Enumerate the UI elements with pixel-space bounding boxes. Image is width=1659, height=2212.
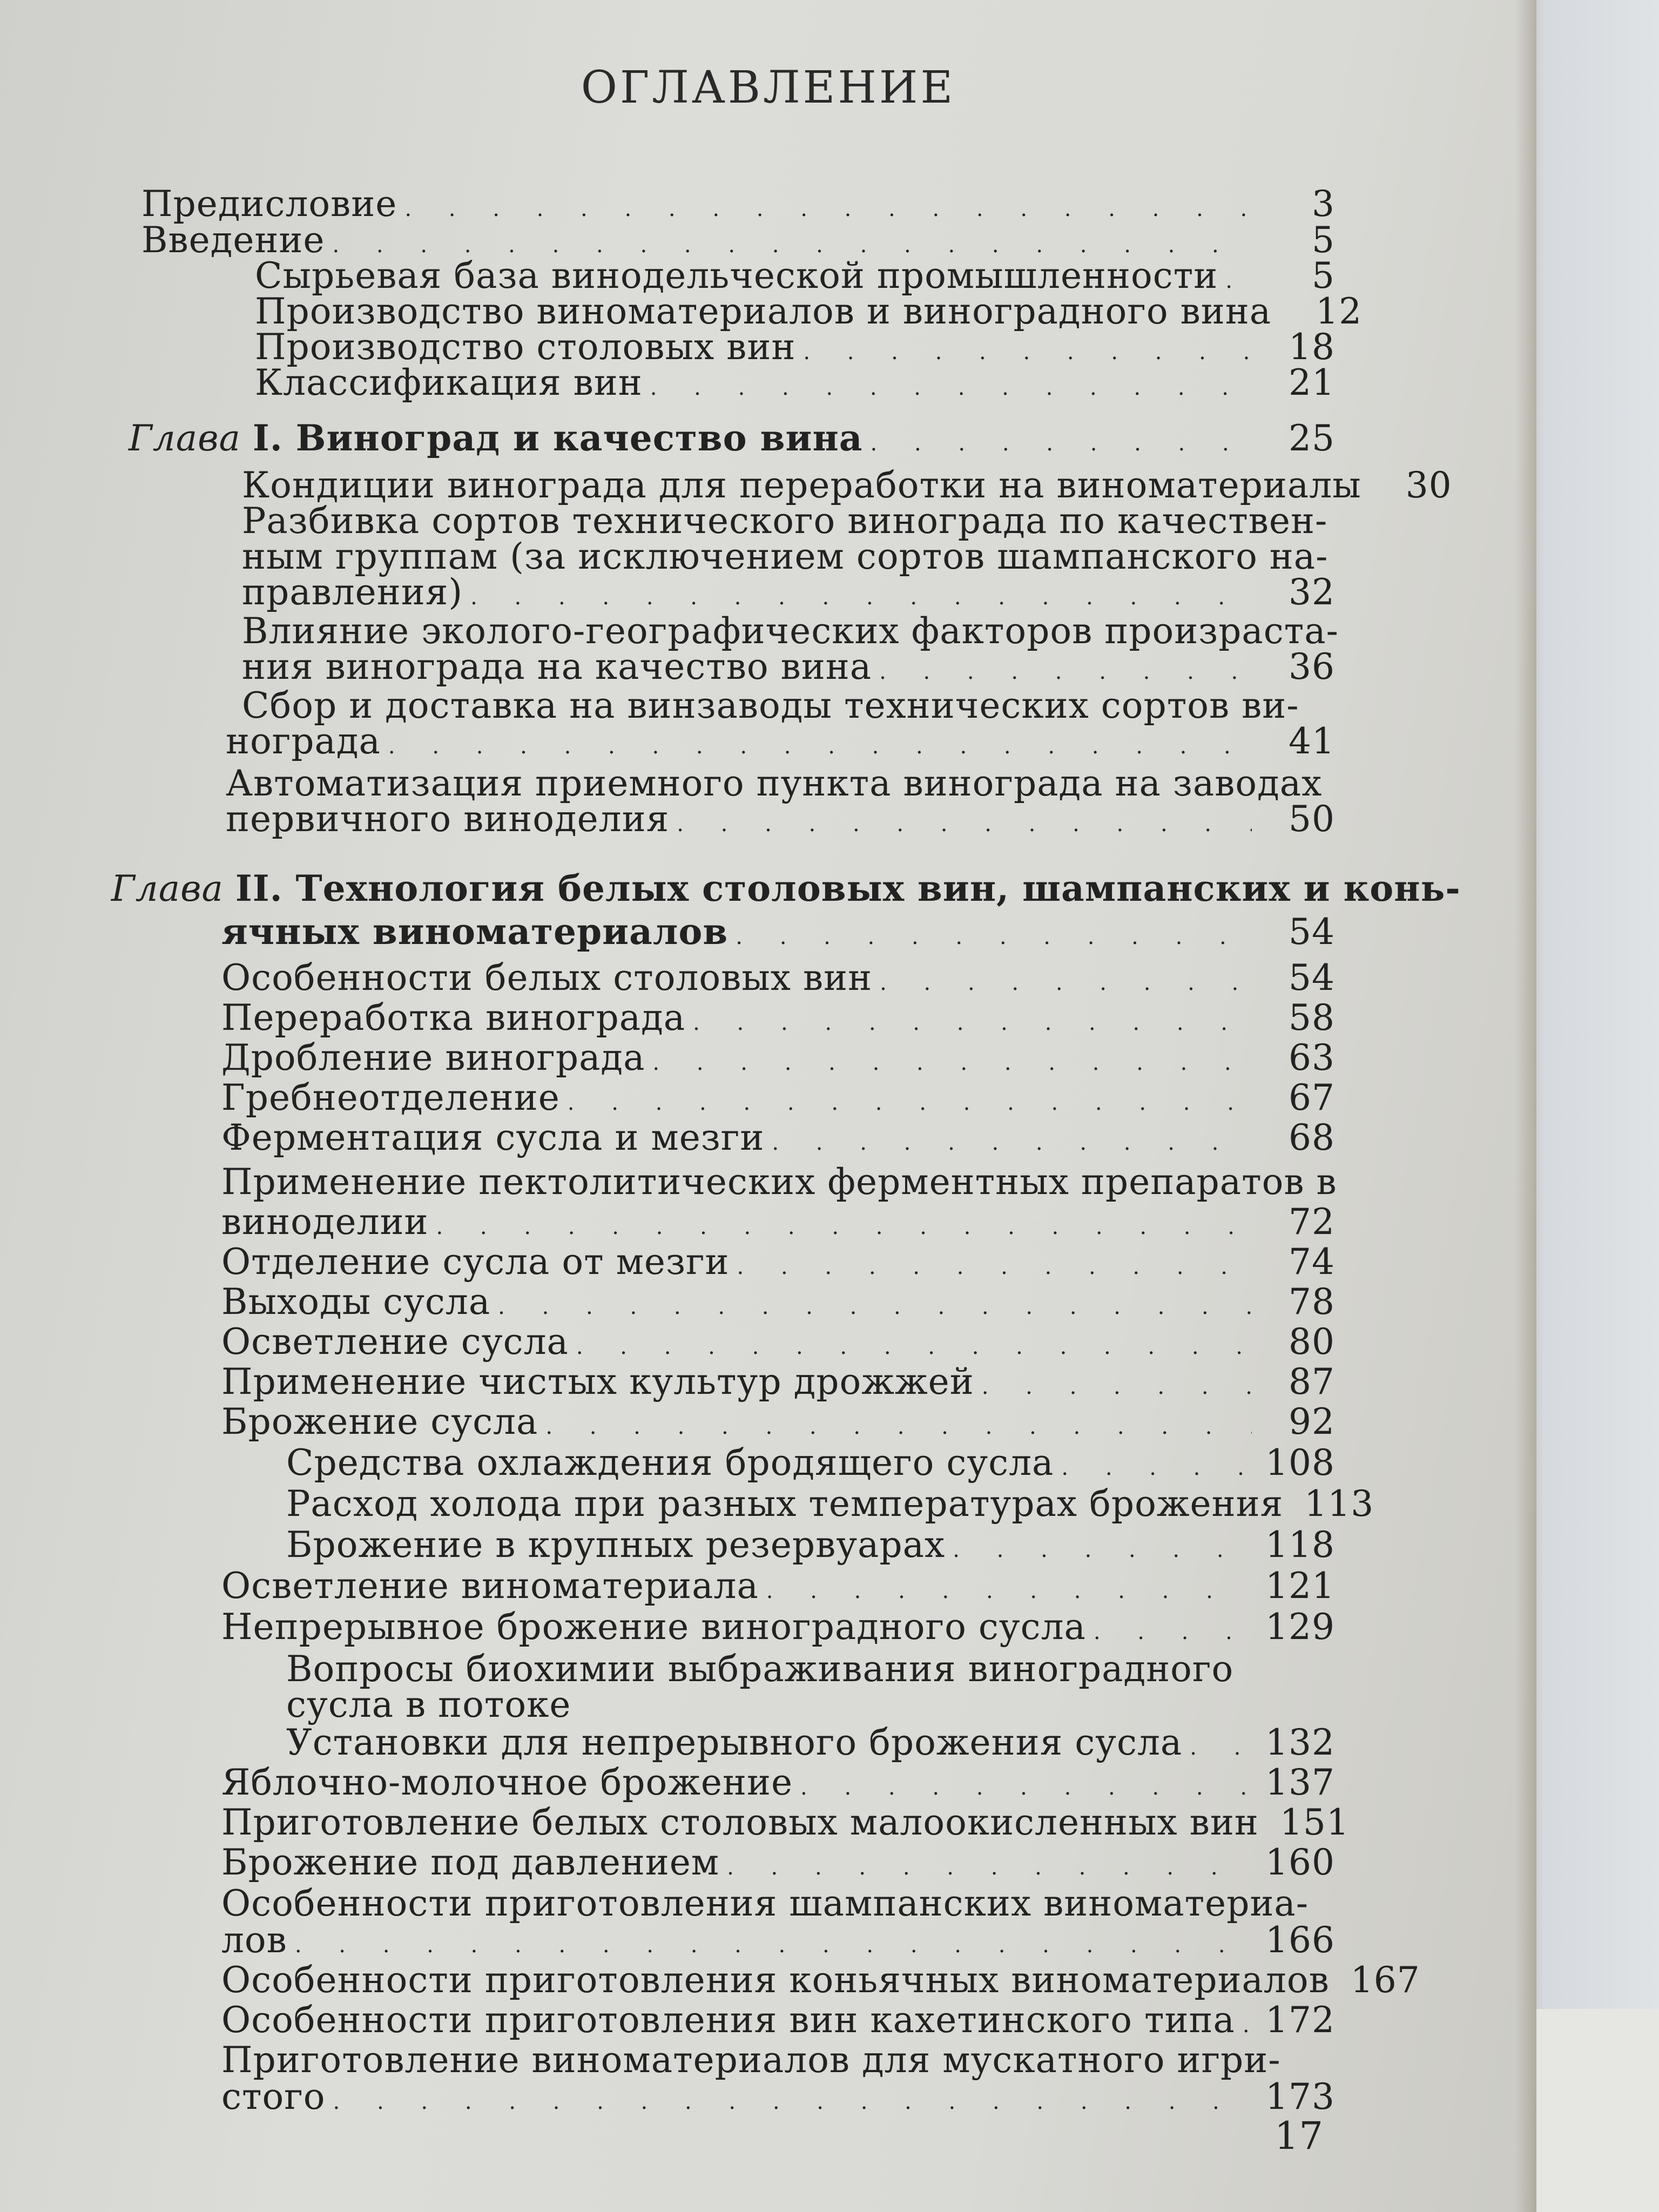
toc-entry-page: 121 bbox=[1265, 1565, 1335, 1607]
toc-entry-text: первичного виноделия bbox=[226, 798, 670, 840]
toc-entry-text: Особенности приготовления вин кахетинского типа bbox=[221, 1999, 1235, 2041]
dot-leader bbox=[800, 1777, 1252, 1798]
toc-entry bbox=[242, 646, 1335, 687]
toc-entry-page: 113 bbox=[1304, 1483, 1374, 1525]
toc-entry-text: Производство виноматериалов и виноградного вина bbox=[255, 291, 1272, 332]
toc-entry-text: Ферментация сусла и мезги bbox=[221, 1117, 765, 1158]
toc-entry-page: 54 bbox=[1289, 957, 1335, 999]
toc-entry-page: 167 bbox=[1350, 1959, 1420, 2001]
toc-entry-text: Производство столовых вин bbox=[255, 326, 796, 368]
toc-entry-text: Брожение в крупных резервуарах bbox=[286, 1524, 946, 1566]
dot-leader bbox=[576, 1336, 1252, 1358]
toc-entry-page: 41 bbox=[1289, 720, 1335, 762]
toc-entry bbox=[221, 1565, 1335, 1607]
toc-entry-line: Сбор и доставка на винзаводы технических сортов ви- bbox=[242, 685, 1299, 726]
toc-entry-text: Сырьевая база винодельческой промышленности bbox=[255, 255, 1218, 296]
toc-entry-page: 108 bbox=[1265, 1442, 1335, 1483]
toc-entry-page: 30 bbox=[1405, 464, 1452, 506]
toc-entry-page: 36 bbox=[1289, 646, 1335, 687]
dot-leader bbox=[388, 736, 1252, 757]
toc-entry-page: 78 bbox=[1289, 1281, 1335, 1323]
dot-leader bbox=[736, 926, 1252, 948]
toc-entry-page: 21 bbox=[1289, 362, 1335, 403]
toc-entry bbox=[255, 255, 1335, 296]
toc-entry-text: Кондиции винограда для переработки на виноматериалы bbox=[242, 464, 1361, 506]
toc-entry-line: ным группам (за исключением сортов шампанского на- bbox=[242, 536, 1328, 577]
dot-leader bbox=[693, 1012, 1252, 1034]
toc-entry-page: 3 bbox=[1312, 183, 1335, 225]
toc-entry bbox=[221, 957, 1335, 999]
toc-entry-page: 132 bbox=[1265, 1722, 1335, 1763]
toc-entry-text: Установки для непрерывного брожения сусла bbox=[286, 1722, 1183, 1763]
toc-entry-line: Разбивка сортов технического винограда по качествен- bbox=[242, 500, 1328, 542]
toc-entry-page: 87 bbox=[1289, 1361, 1335, 1402]
chapter-title: ячных виноматериалов bbox=[221, 911, 729, 953]
dot-leader bbox=[650, 377, 1252, 399]
toc-entry bbox=[221, 1959, 1420, 2001]
chapter-heading bbox=[129, 417, 1335, 459]
toc-entry bbox=[242, 571, 1335, 613]
dot-leader bbox=[737, 1256, 1252, 1278]
toc-entry-text: Введение bbox=[141, 219, 325, 261]
dot-leader bbox=[652, 1052, 1252, 1074]
toc-entry-text: Особенности белых столовых вин bbox=[221, 957, 873, 999]
toc-entry-page: 18 bbox=[1289, 326, 1335, 368]
toc-entry-text: Расход холода при разных температурах брожения bbox=[286, 1483, 1284, 1525]
toc-entry bbox=[286, 1483, 1374, 1525]
toc-entry-page: 67 bbox=[1289, 1077, 1335, 1118]
toc-entry-text: ния винограда на качество вина bbox=[242, 646, 872, 687]
dot-leader bbox=[1094, 1621, 1252, 1643]
toc-entry bbox=[221, 1201, 1335, 1243]
toc-entry bbox=[221, 1999, 1335, 2041]
toc-entry-page: 25 bbox=[1289, 417, 1335, 459]
toc-entry bbox=[255, 326, 1335, 368]
toc-entry bbox=[221, 2076, 1335, 2117]
page-title: ОГЛАВЛЕНИЕ bbox=[581, 62, 956, 113]
page-edge-shadow bbox=[1515, 0, 1536, 2212]
chapter-title: I. Виноград и качество вина bbox=[252, 417, 863, 459]
dot-leader bbox=[1243, 2014, 1252, 2036]
toc-entry-text: Применение чистых культур дрожжей bbox=[221, 1361, 974, 1402]
dot-leader bbox=[498, 1296, 1252, 1318]
dot-leader bbox=[333, 2091, 1252, 2113]
toc-entry-text: Средства охлаждения бродящего сусла bbox=[286, 1442, 1054, 1483]
chapter-heading-line bbox=[111, 867, 1461, 909]
toc-entry-text: Непрерывное брожение виноградного сусла bbox=[221, 1606, 1086, 1648]
toc-entry-page: 5 bbox=[1312, 219, 1335, 261]
dot-leader bbox=[470, 586, 1252, 608]
toc-entry-page: 12 bbox=[1316, 291, 1363, 332]
toc-entry-page: 74 bbox=[1289, 1241, 1335, 1283]
toc-entry-page: 68 bbox=[1289, 1117, 1335, 1158]
dot-leader bbox=[727, 1857, 1252, 1878]
toc-entry bbox=[286, 1722, 1335, 1763]
toc-entry-page: 63 bbox=[1289, 1037, 1335, 1078]
toc-entry-text: Классификация вин bbox=[255, 362, 643, 403]
toc-entry bbox=[221, 1802, 1350, 1843]
toc-entry bbox=[221, 1762, 1335, 1803]
dot-leader bbox=[953, 1539, 1252, 1561]
toc-entry-line: сусла в потоке bbox=[286, 1684, 571, 1725]
toc-entry-text: Предисловие bbox=[141, 183, 397, 225]
toc-entry-page: 160 bbox=[1265, 1842, 1335, 1883]
toc-entry bbox=[221, 1401, 1335, 1442]
toc-entry-text: виноделии bbox=[221, 1201, 429, 1243]
toc-entry bbox=[221, 1606, 1335, 1648]
toc-entry bbox=[141, 219, 1335, 261]
dot-leader bbox=[803, 341, 1252, 363]
toc-entry-line: Влияние эколого-географических факторов произраста- bbox=[242, 610, 1339, 652]
toc-entry bbox=[255, 362, 1335, 403]
dot-leader bbox=[982, 1376, 1252, 1398]
toc-entry bbox=[221, 1321, 1335, 1363]
toc-entry bbox=[242, 464, 1452, 506]
chapter-heading bbox=[221, 911, 1335, 953]
dot-leader bbox=[677, 813, 1252, 835]
dot-leader bbox=[1190, 1737, 1252, 1758]
toc-entry bbox=[286, 1524, 1335, 1566]
chapter-label: Глава bbox=[129, 417, 241, 459]
toc-entry-text: Гребнеотделение bbox=[221, 1077, 560, 1118]
page-number: 17 bbox=[1274, 2114, 1324, 2158]
toc-entry-page: 50 bbox=[1289, 798, 1335, 840]
toc-entry-page: 58 bbox=[1289, 997, 1335, 1038]
toc-entry-text: Осветление сусла bbox=[221, 1321, 569, 1363]
toc-entry-text: Яблочно-молочное брожение bbox=[221, 1762, 793, 1803]
toc-entry-page: 166 bbox=[1265, 1919, 1335, 1961]
toc-entry-page: 72 bbox=[1289, 1201, 1335, 1243]
toc-entry-page: 137 bbox=[1265, 1762, 1335, 1803]
toc-entry-line: Приготовление виноматериалов для мускатного игри- bbox=[221, 2039, 1281, 2081]
toc-entry-page: 118 bbox=[1265, 1524, 1335, 1566]
toc-entry-page: 151 bbox=[1279, 1802, 1350, 1843]
toc-entry-page: 54 bbox=[1289, 911, 1335, 953]
toc-entry bbox=[221, 997, 1335, 1038]
toc-entry-text: стого bbox=[221, 2076, 326, 2117]
chapter-title: II. Технология белых столовых вин, шампанских и конь- bbox=[235, 867, 1461, 909]
dot-leader bbox=[436, 1216, 1252, 1238]
toc-entry-text: Переработка винограда bbox=[221, 997, 686, 1038]
toc-entry-text: лов bbox=[221, 1919, 287, 1961]
toc-entry bbox=[221, 1842, 1335, 1883]
toc-entry bbox=[221, 1361, 1335, 1402]
toc-entry-text: Особенности приготовления коньячных виноматериалов bbox=[221, 1959, 1330, 2001]
dot-leader bbox=[772, 1132, 1252, 1154]
dot-leader bbox=[568, 1092, 1252, 1114]
toc-entry bbox=[221, 1919, 1335, 1961]
toc-entry bbox=[286, 1442, 1335, 1483]
toc-entry bbox=[221, 1117, 1335, 1158]
toc-entry-page: 173 bbox=[1265, 2076, 1335, 2117]
dot-leader bbox=[880, 972, 1252, 994]
toc-entry bbox=[255, 291, 1363, 332]
toc-entry-text: правления) bbox=[242, 571, 463, 613]
dot-leader bbox=[879, 661, 1252, 683]
dot-leader bbox=[332, 234, 1252, 256]
toc-entry-page: 80 bbox=[1289, 1321, 1335, 1363]
dot-leader bbox=[871, 433, 1252, 454]
toc-entry bbox=[226, 720, 1335, 762]
toc-entry-page: 172 bbox=[1265, 1999, 1335, 2041]
dot-leader bbox=[1225, 270, 1252, 292]
toc-entry bbox=[141, 183, 1335, 225]
toc-entry bbox=[221, 1241, 1335, 1283]
toc-entry-page: 92 bbox=[1289, 1401, 1335, 1442]
toc-entry-text: Брожение под давлением bbox=[221, 1842, 720, 1883]
toc-entry-page: 129 bbox=[1265, 1606, 1335, 1648]
toc-entry-text: Выходы сусла bbox=[221, 1281, 491, 1323]
toc-entry-text: Отделение сусла от мезги bbox=[221, 1241, 730, 1283]
chapter-label: Глава bbox=[111, 868, 224, 909]
toc-entry-page: 32 bbox=[1289, 571, 1335, 613]
toc-entry bbox=[226, 798, 1335, 840]
dot-leader bbox=[295, 1934, 1252, 1956]
dot-leader bbox=[1061, 1457, 1252, 1479]
toc-entry bbox=[221, 1281, 1335, 1323]
toc-entry-page: 5 bbox=[1312, 255, 1335, 296]
toc-entry-text: Дробление винограда bbox=[221, 1037, 645, 1078]
dot-leader bbox=[545, 1416, 1252, 1438]
toc-entry-line: Автоматизация приемного пункта винограда на заводах bbox=[226, 763, 1323, 804]
dot-leader bbox=[766, 1580, 1252, 1602]
toc-entry bbox=[221, 1037, 1335, 1078]
toc-entry-text: нограда bbox=[226, 720, 381, 762]
toc-entry-line: Особенности приготовления шампанских виноматериа- bbox=[221, 1883, 1309, 1924]
toc-entry-text: Осветление виноматериала bbox=[221, 1565, 759, 1607]
toc-entry-text: Брожение сусла bbox=[221, 1401, 538, 1442]
dot-leader bbox=[404, 198, 1252, 220]
toc-entry-line: Вопросы биохимии выбраживания виноградного bbox=[286, 1648, 1234, 1690]
toc-entry bbox=[221, 1077, 1335, 1118]
toc-entry-line: Применение пектолитических ферментных препаратов в bbox=[221, 1161, 1337, 1203]
toc-entry-text: Приготовление белых столовых малоокисленных вин bbox=[221, 1802, 1259, 1843]
